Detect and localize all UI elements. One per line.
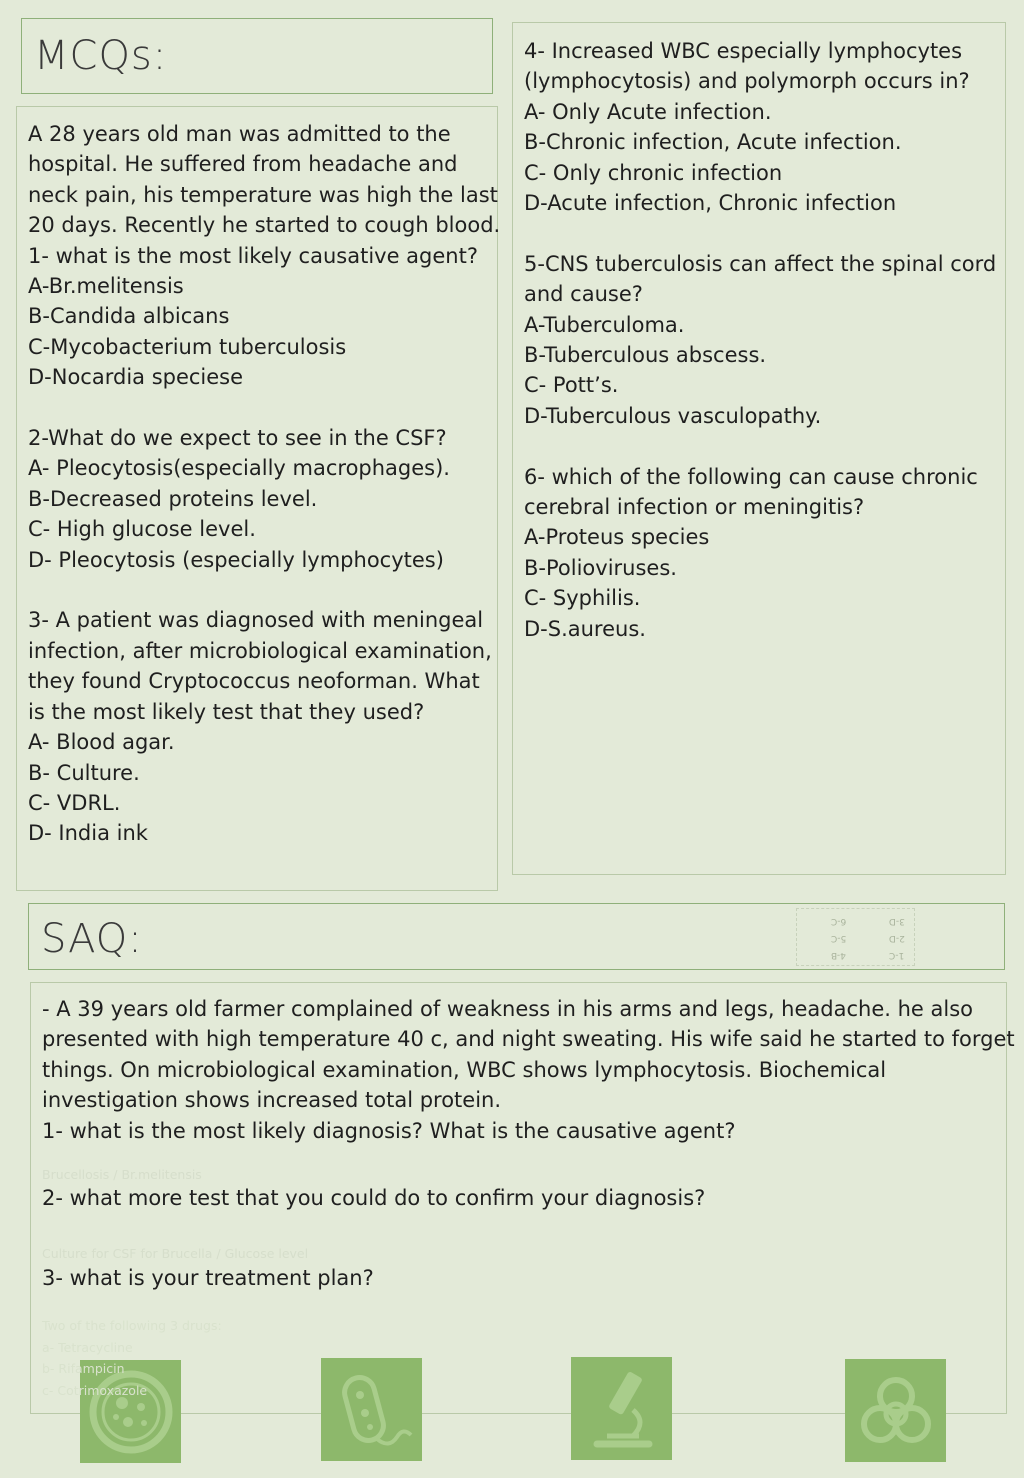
mcq-line: neck pain, his temperature was high the last xyxy=(28,182,498,207)
answer-key-5: 5-C xyxy=(831,933,847,943)
mcq-line: 1- what is the most likely causative agent? xyxy=(28,243,478,268)
mcq-line: (lymphocytosis) and polymorph occurs in? xyxy=(524,69,970,94)
mcq-line: C- Only chronic infection xyxy=(524,160,783,185)
mcq-line: hospital. He suffered from headache and xyxy=(28,152,458,177)
mcq-line: A 28 years old man was admitted to the xyxy=(28,122,451,146)
mcq-line: D-Tuberculous vasculopathy. xyxy=(524,403,822,428)
mcq-line: cerebral infection or meningitis? xyxy=(524,495,865,520)
mcq-line: C-Mycobacterium tuberculosis xyxy=(28,334,347,359)
mcq-line xyxy=(524,431,996,461)
saq-line: 1- what is the most likely diagnosis? What is the causative agent? xyxy=(42,1118,736,1143)
mcq-line: 6- which of the following can cause chronic xyxy=(524,464,978,489)
mcq-right-column xyxy=(512,22,1006,875)
mcq-line xyxy=(28,393,500,423)
mcq-line: A- Only Acute infection. xyxy=(524,99,772,124)
saq-line: - A 39 years old farmer complained of weakness in his arms and legs, headache. he also xyxy=(42,997,974,1021)
mcq-line: C- VDRL. xyxy=(28,790,121,815)
mcq-line: D- India ink xyxy=(28,821,148,846)
mcq-line: B-Decreased proteins level. xyxy=(28,486,318,511)
answer-key-2: 2-D xyxy=(889,933,905,943)
mcq-line: A-Proteus species xyxy=(524,525,710,550)
saq-question-3: 3- what is your treatment plan? xyxy=(42,1266,374,1290)
mcq-right-text xyxy=(524,36,996,644)
mcq-line: and cause? xyxy=(524,282,643,307)
answer-key-1: 1-C xyxy=(889,950,905,960)
microscope-icon xyxy=(571,1357,672,1460)
mcq-left-text xyxy=(28,119,500,849)
saq-line: things. On microbiological examination, WBC shows lymphocytosis. Biochemical xyxy=(42,1057,887,1082)
mcq-line: B-Polioviruses. xyxy=(524,555,677,580)
answer-key-3: 3-D xyxy=(889,916,905,926)
mcq-line: 4- Increased WBC especially lymphocytes xyxy=(524,39,963,63)
mcq-line: D-Acute infection, Chronic infection xyxy=(524,191,897,216)
mcq-heading: MCQs: xyxy=(34,33,168,79)
saq-line: presented with high temperature 40 c, and night sweating. His wife said he started to forget xyxy=(42,1027,1015,1052)
bacterium-icon xyxy=(321,1358,422,1461)
mcq-line: 3- A patient was diagnosed with meningeal xyxy=(28,608,484,633)
mcq-line xyxy=(524,218,996,248)
saq-question-2: 2- what more test that you could do to confirm your diagnosis? xyxy=(42,1186,706,1210)
mcq-line: A-Br.melitensis xyxy=(28,274,184,299)
answer-key xyxy=(796,908,915,966)
saq-heading: SAQ: xyxy=(41,916,143,962)
mcq-left-column xyxy=(16,106,501,891)
mcq-line: C- High glucose level. xyxy=(28,517,256,542)
mcq-line: B-Candida albicans xyxy=(28,304,230,329)
mcq-line: infection, after microbiological examination, xyxy=(28,638,492,663)
saq-answer-line: c- Cotrimoxazole xyxy=(42,1382,148,1398)
mcq-line: is the most likely test that they used? xyxy=(28,699,425,724)
mcq-line: B- Culture. xyxy=(28,760,140,785)
mcq-line: B-Tuberculous abscess. xyxy=(524,343,767,368)
saq-answer-line: Two of the following 3 drugs: xyxy=(42,1318,222,1333)
saq-answer-1: Brucellosis / Br.melitensis xyxy=(42,1167,202,1182)
mcq-line: C- Pott’s. xyxy=(524,373,619,398)
saq-case-text xyxy=(42,994,1015,1146)
mcq-line: A- Pleocytosis(especially macrophages). xyxy=(28,456,450,481)
mcq-line: they found Cryptococcus neoforman. What xyxy=(28,669,480,694)
mcq-line: A-Tuberculoma. xyxy=(524,312,685,337)
mcq-line xyxy=(28,575,500,605)
biohazard-icon xyxy=(845,1359,946,1462)
mcq-line: D- Pleocytosis (especially lymphocytes) xyxy=(28,547,444,572)
answer-key-4: 4-B xyxy=(831,950,846,960)
mcq-line: D-S.aureus. xyxy=(524,616,646,641)
answer-key-6: 6-C xyxy=(831,916,847,926)
saq-heading-box xyxy=(28,903,1005,970)
saq-line: investigation shows increased total protein. xyxy=(42,1088,502,1113)
mcq-line: C- Syphilis. xyxy=(524,586,641,611)
mcq-line: 20 days. Recently he started to cough blood. xyxy=(28,213,501,238)
saq-answer-3 xyxy=(42,1315,222,1401)
saq-answer-2: Culture for CSF for Brucella / Glucose level xyxy=(42,1246,309,1261)
mcq-line: D-Nocardia speciese xyxy=(28,365,244,390)
mcq-line: 5-CNS tuberculosis can affect the spinal cord xyxy=(524,251,997,276)
mcq-line: A- Blood agar. xyxy=(28,730,175,755)
mcq-line: 2-What do we expect to see in the CSF? xyxy=(28,426,447,451)
saq-answer-line: a- Tetracycline xyxy=(42,1339,133,1355)
mcq-heading-box xyxy=(21,18,493,94)
mcq-line: B-Chronic infection, Acute infection. xyxy=(524,130,902,155)
saq-answer-line: b- Rifampicin xyxy=(42,1361,125,1376)
